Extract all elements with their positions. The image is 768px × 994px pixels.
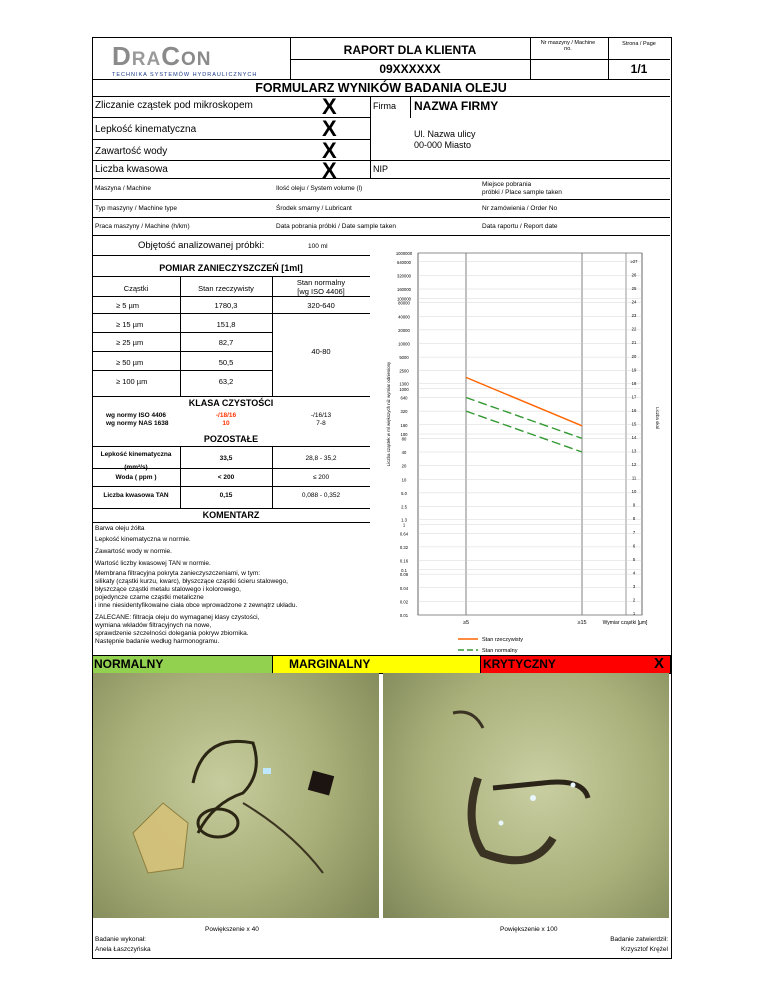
logo-subtitle: TECHNIKA SYSTEMÓW HYDRAULICZNYCH xyxy=(112,72,258,78)
performed-name: Anela Łaszczyńska xyxy=(95,946,151,953)
comments-title: KOMENTARZ xyxy=(202,510,260,520)
machine-no-label: Nr maszyny / Machine no. xyxy=(540,40,596,52)
logo-wordmark: DRACON xyxy=(112,41,212,71)
chart-y-tick-label: 0.32 xyxy=(399,544,409,550)
other-normal: 0,088 - 0,352 xyxy=(301,492,341,499)
iso-4406-chart xyxy=(370,248,670,660)
chart-x-axis-label: Wymiar cząstki [µm] xyxy=(602,620,648,626)
row-actual: 50,5 xyxy=(218,358,234,367)
info-hours: Praca maszyny / Machine (h/km) xyxy=(95,223,190,230)
chart-y-tick-label: 5000 xyxy=(399,355,409,361)
form-title: FORMULARZ WYNIKÓW BADANIA OLEJU xyxy=(255,81,507,95)
chart-class-label: 6 xyxy=(632,543,636,549)
chart-class-label: 10 xyxy=(631,489,637,495)
test-mark: X xyxy=(322,138,337,163)
chart-y-tick-label: 0.02 xyxy=(399,599,409,605)
status-marginal xyxy=(272,655,482,674)
page-value: 1/1 xyxy=(630,62,648,76)
chart-y-tick-label: 40 xyxy=(401,450,407,456)
col-actual: Stan rzeczywisty xyxy=(198,284,254,293)
chart-class-label: 20 xyxy=(631,353,637,359)
comment-line: Zawartość wody w normie. xyxy=(95,548,172,555)
other-normal: ≤ 200 xyxy=(312,474,330,481)
legend-label-normal: Stan normalny xyxy=(482,648,518,654)
approved-label: Badanie zatwierdził: xyxy=(610,936,668,943)
comment-line: ZALECANE: filtracja oleju do wymaganej klasy czystości, wymiana wkładów filtracyjnych na nowe, sprawdzenie szczelności dolegania pokryw zbiornika. Następnie badanie według harmonogramu. xyxy=(95,614,260,645)
row-actual: 82,7 xyxy=(218,338,234,347)
chart-x-tick-label: ≥5 xyxy=(462,620,470,626)
chart-y-tick-label: 1000 xyxy=(399,386,409,392)
row-size: ≥ 50 µm xyxy=(116,358,144,367)
row-actual: 151,8 xyxy=(216,320,236,329)
other-actual: 0,15 xyxy=(219,492,233,499)
other-normal: 28,8 - 35,2 xyxy=(305,455,337,462)
chart-y-axis-label: Liczba cząstek w ml większych niż wymiar odniesiony xyxy=(386,361,391,467)
chart-class-label: 23 xyxy=(631,313,637,319)
chart-class-label: 7 xyxy=(632,529,636,535)
chart-y-tick-label: 320 xyxy=(400,409,408,415)
chart-y-tick-label: 10000 xyxy=(398,341,410,347)
chart-class-label: 13 xyxy=(631,448,637,454)
chart-class-label: 25 xyxy=(631,286,637,292)
other-title: POZOSTAŁE xyxy=(203,434,259,444)
row-actual: 63,2 xyxy=(218,377,234,386)
chart-class-label: 1 xyxy=(632,611,636,616)
chart-y-tick-label: 80 xyxy=(401,436,407,442)
chart-y-tick-label: 80000 xyxy=(398,300,410,306)
chart-class-label: 26 xyxy=(631,272,637,278)
chart-y-tick-label: 1 xyxy=(402,522,406,528)
comment-line: Membrana filtracyjna pokryta zanieczyszczeniami, w tym: silikaty (cząstki kurzu, kwarc), błyszczące cząstki ścieru stalowego, błyszczące cząstki metalu stalowego i kolorowego, pojedyncze czarne cząstki metaliczne i inne niesidentyfikowalne ciała obce wprowadzone z zewnątrz układu. xyxy=(95,570,298,609)
row-size: ≥ 15 µm xyxy=(116,320,144,329)
company-street: Ul. Nazwa ulicy xyxy=(414,129,476,139)
chart-y-tick-label: 1000000 xyxy=(395,251,413,256)
row-normal: 320-640 xyxy=(307,301,335,310)
chart-y-tick-label: 0.16 xyxy=(399,558,409,564)
info-order-no: Nr zamówienia / Order No xyxy=(482,205,558,212)
row-size: ≥ 100 µm xyxy=(116,377,148,386)
chart-class-label: 16 xyxy=(631,407,637,413)
status-normal-label: NORMALNY xyxy=(94,657,164,671)
other-label: Woda ( ppm ) xyxy=(115,474,157,481)
chart-y-tick-label: 20000 xyxy=(398,327,410,333)
status-marginal-label: MARGINALNY xyxy=(289,657,371,671)
test-row-water: Zawartość wody xyxy=(95,146,168,157)
test-row-viscosity: Lepkość kinematyczna xyxy=(95,124,197,135)
performed-label: Badanie wykonał: xyxy=(95,936,146,943)
page-label: Strona / Page xyxy=(622,41,656,47)
chart-y-tick-label: 5.0 xyxy=(401,490,407,496)
info-lubricant: Środek smarny / Lubricant xyxy=(276,205,352,212)
chart-y-tick-label: 0.64 xyxy=(399,531,409,537)
col-particles: Cząstki xyxy=(123,284,149,293)
comment-line: Lepkość kinematyczna w normie. xyxy=(95,536,191,543)
status-critical-mark: X xyxy=(653,655,664,672)
volume-label: Objętość analizowanej próbki: xyxy=(138,240,265,251)
contamination-title: POMIAR ZANIECZYSZCZEŃ [1ml] xyxy=(159,263,303,273)
info-oil-qty: Ilość oleju / System volume (l) xyxy=(276,185,363,192)
chart-y-tick-label: 160 xyxy=(400,422,408,428)
info-sample-date: Data pobrania próbki / Date sample taken xyxy=(276,223,396,230)
iso-label: wg normy ISO 4406 xyxy=(106,412,166,419)
test-row-acid: Liczba kwasowa xyxy=(95,164,168,175)
chart-y-tick-label: 1300 xyxy=(399,381,409,387)
info-machine-type: Typ maszyny / Machine type xyxy=(95,205,178,212)
microscope-photo-x100 xyxy=(383,673,669,918)
comment-line: Wartość liczby kwasowej TAN w normie. xyxy=(95,560,211,567)
chart-class-label: 14 xyxy=(631,435,637,440)
chart-class-label: 15 xyxy=(631,421,637,427)
photo-caption-x100: Powiększenie x 100 xyxy=(500,926,558,933)
chart-class-label: 4 xyxy=(632,570,636,576)
chart-class-label: 21 xyxy=(631,340,637,346)
col-normal: Stan normalny [wg ISO 4406] xyxy=(296,278,346,296)
series-line-actual xyxy=(466,377,582,425)
chart-y-tick-label: 160000 xyxy=(397,287,411,293)
chart-class-label: 5 xyxy=(632,556,636,562)
chart-class-label: ≥27 xyxy=(630,259,638,264)
volume-value: 100 ml xyxy=(308,243,328,250)
test-mark: X xyxy=(322,116,337,141)
microscope-photo-x40 xyxy=(93,673,379,918)
company-logo xyxy=(112,42,272,78)
chart-class-label: 18 xyxy=(631,380,637,386)
chart-y-tick-label: 100 xyxy=(400,432,408,437)
chart-y-tick-label: 20 xyxy=(401,463,407,469)
info-report-date: Data raportu / Report date xyxy=(482,223,558,230)
chart-y-tick-label: 0.1 xyxy=(401,567,407,573)
legend-label-actual: Stan rzeczywisty xyxy=(482,637,523,643)
chart-y-tick-label: 640000 xyxy=(397,259,411,265)
chart-y-tick-label: 100000 xyxy=(397,296,411,302)
comment-line: Barwa oleju żółta xyxy=(95,525,145,532)
chart-class-label: 11 xyxy=(631,475,637,481)
info-sample-place: Miejsce pobrania próbki / Place sample taken xyxy=(482,181,562,196)
test-row-microscope: Zliczanie cząstek pod mikroskopem xyxy=(95,100,253,111)
status-normal xyxy=(92,655,274,674)
chart-y-tick-label: 10 xyxy=(401,477,407,483)
chart-class-label: 3 xyxy=(632,583,636,589)
status-critical-label: KRYTYCZNY xyxy=(483,657,556,671)
nas-normal: 7-8 xyxy=(316,420,326,427)
chart-y2-axis-label: Liczba skal xyxy=(655,407,660,429)
other-label: Liczba kwasowa TAN xyxy=(103,492,169,499)
test-mark: X xyxy=(322,158,337,183)
photo-particles xyxy=(383,673,669,918)
chart-y-tick-label: 320000 xyxy=(397,273,411,279)
photo-particles xyxy=(93,673,379,918)
chart-y-tick-label: 2.5 xyxy=(401,504,407,510)
chart-y-tick-label: 1.3 xyxy=(401,517,407,523)
chart-x-tick-label: ≥15 xyxy=(577,620,587,626)
chart-class-label: 22 xyxy=(631,326,637,332)
chart-class-label: 2 xyxy=(632,597,636,603)
chart-y-tick-label: 640 xyxy=(400,395,408,401)
report-number: 09XXXXXX xyxy=(379,62,441,76)
chart-class-label: 12 xyxy=(631,462,637,468)
other-actual: < 200 xyxy=(217,474,235,481)
status-critical xyxy=(480,655,671,674)
chart-y-tick-label: 0.04 xyxy=(399,585,409,591)
approved-name: Krzysztof Krężel xyxy=(621,946,668,953)
company-city: 00-000 Miasto xyxy=(414,140,472,150)
iso-actual: -/18/16 xyxy=(215,412,237,419)
test-mark: X xyxy=(322,94,337,119)
chart-class-label: 9 xyxy=(632,502,636,508)
other-label: Lepkość kinematyczna (mm²/s) xyxy=(100,451,172,471)
cleanliness-title: KLASA CZYSTOŚCI xyxy=(188,398,274,408)
chart-class-label: 24 xyxy=(631,299,637,305)
chart-y-tick-label: 2500 xyxy=(399,368,409,374)
firma-label: Firma xyxy=(373,101,396,111)
chart-y-tick-label: 0.01 xyxy=(399,613,409,618)
chart-class-label: 8 xyxy=(632,516,636,522)
info-machine: Maszyna / Machine xyxy=(95,185,151,192)
chart-y-tick-label: 40000 xyxy=(398,314,410,320)
photo-caption-x40: Powiększenie x 40 xyxy=(205,926,259,933)
row-size: ≥ 5 µm xyxy=(116,301,140,310)
iso-normal: -/16/13 xyxy=(310,412,332,419)
chart-class-label: 19 xyxy=(631,367,637,373)
row-actual: 1780,3 xyxy=(214,301,238,310)
nas-label: wg normy NAS 1638 xyxy=(106,420,169,427)
chart-class-label: 17 xyxy=(631,394,637,400)
company-name: NAZWA FIRMY xyxy=(414,99,499,113)
row-normal: 40-80 xyxy=(311,347,331,356)
row-size: ≥ 25 µm xyxy=(116,338,144,347)
nip-label: NIP xyxy=(373,164,389,174)
nas-actual: 10 xyxy=(222,420,230,427)
other-actual: 33,5 xyxy=(219,455,233,462)
chart-y-tick-label: 0.08 xyxy=(399,572,409,578)
report-title: RAPORT DLA KLIENTA xyxy=(343,43,477,57)
